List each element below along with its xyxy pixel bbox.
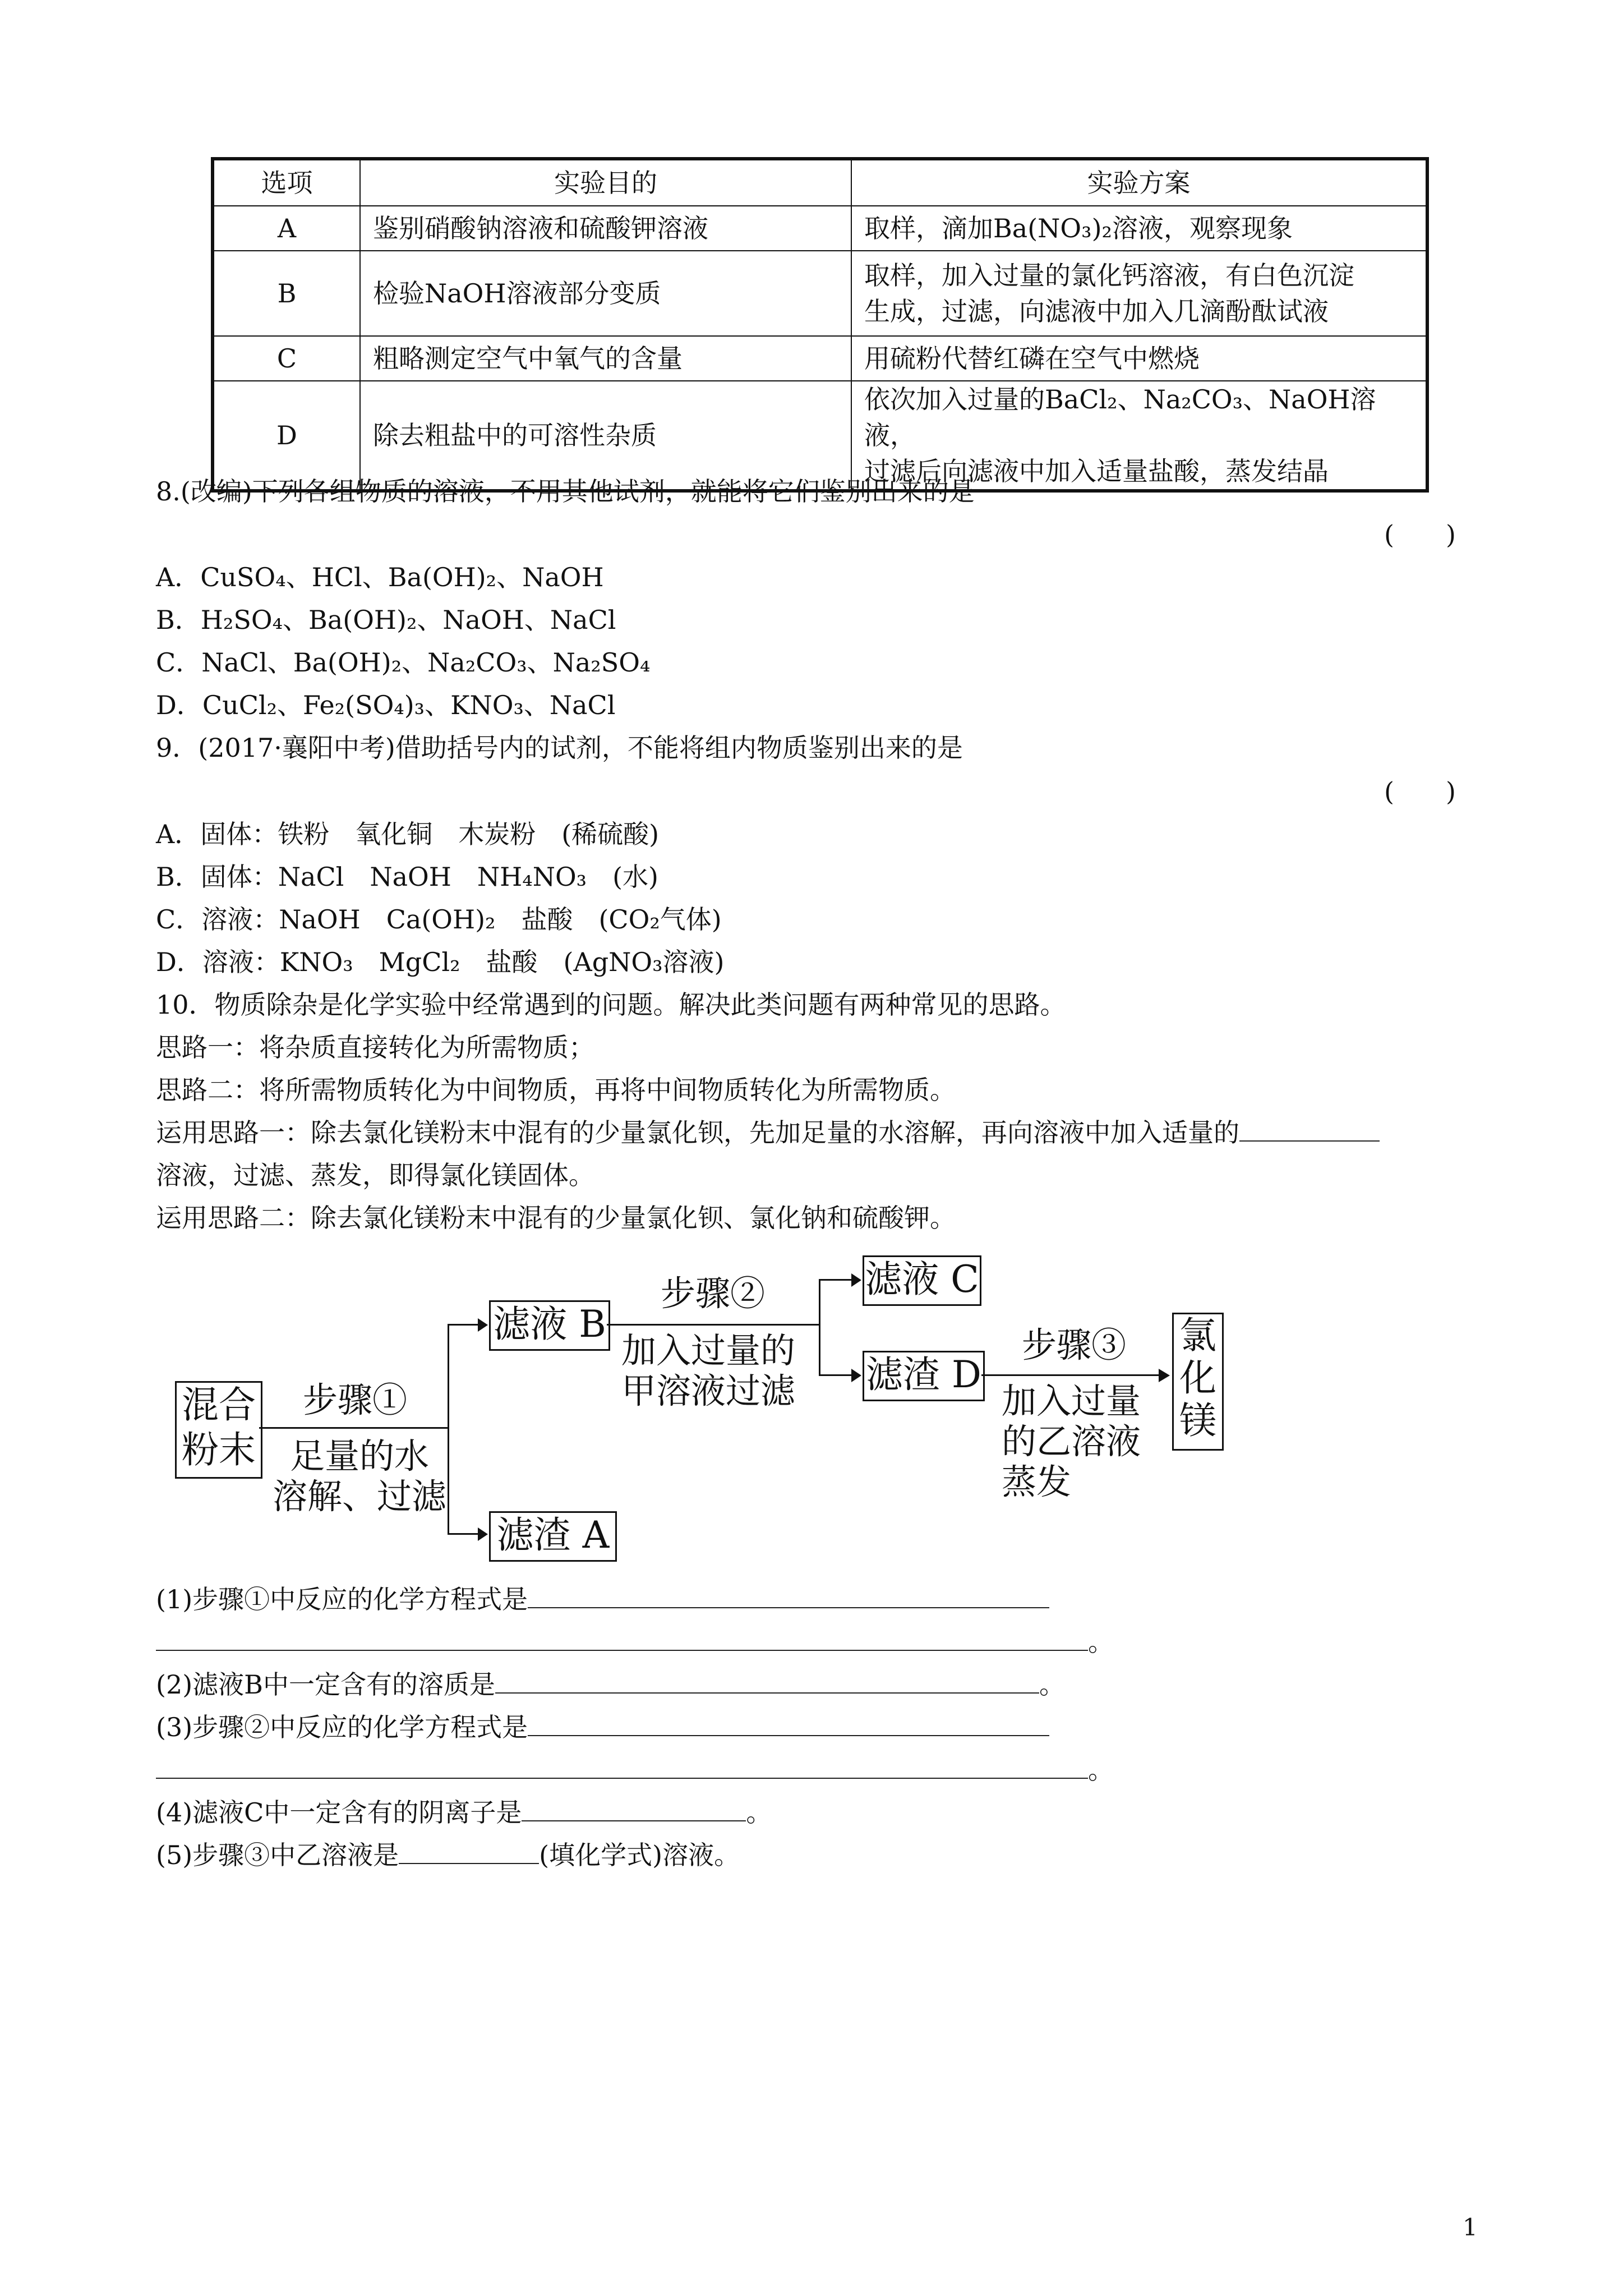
flow-arrow [819,1279,855,1281]
q9-stem: 9．(2017·襄阳中考)借助括号内的试剂，不能将组内物质鉴别出来的是 [156,733,963,763]
plan-line: 依次加入过量的BaCl₂、Na₂CO₃、NaOH溶液， [864,384,1376,450]
flow-step3-label: 步骤③ [1022,1324,1127,1365]
flow-line [259,1427,448,1429]
row-goal: 除去粗盐中的可溶性杂质 [360,381,851,491]
q10-sub4 [156,1795,772,1830]
flow-cond-line: 加入过量的 [621,1330,796,1371]
answer-blank[interactable] [1239,1116,1380,1142]
options-table [211,157,1429,493]
q10-sub5-tail: (填化学式)溶液。 [539,1840,740,1870]
flow-cond-line: 甲溶液过滤 [621,1370,796,1411]
q10-idea2: 思路二：将所需物质转化为中间物质，再将中间物质转化为所需物质。 [156,1075,956,1105]
q9-option-c: C．溶液：NaOH Ca(OH)₂ 盐酸 (CO₂气体) [156,904,722,935]
flow-cond-line: 的乙溶液 [1002,1421,1141,1462]
q10-sub1 [156,1582,1049,1617]
row-option: B [213,251,360,336]
flow-line [607,1324,819,1326]
plan-line: 生成，过滤，向滤液中加入几滴酚酞试液 [864,296,1329,326]
flow-product-box [1172,1313,1224,1451]
q8-answer-paren: ( ) [1384,519,1456,550]
q10-sub2-text: (2)滤液B中一定含有的溶质是 [156,1669,495,1700]
row-plan [851,336,1427,381]
q8-option-a: A．CuSO₄、HCl、Ba(OH)₂、NaOH [156,562,604,592]
row-plan [851,206,1427,251]
flow-step2-cond [621,1331,795,1411]
q10-sub3-text: (3)步骤②中反应的化学方程式是 [156,1712,528,1742]
q8-stem: 8.(改编)下列各组物质的溶液，不用其他试剂，就能将它们鉴别出来的是 [156,476,975,507]
flow-filtrate-c-box: 滤液 C [863,1255,981,1306]
table-row [213,206,1427,251]
flow-residue-a-box: 滤渣 A [489,1511,617,1562]
row-option: D [213,381,360,491]
q8-option-c: C．NaCl、Ba(OH)₂、Na₂CO₃、Na₂SO₄ [156,647,651,678]
q8-option-d: D．CuCl₂、Fe₂(SO₄)₃、KNO₃、NaCl [156,690,616,720]
arrow-head-icon [478,1318,488,1332]
answer-blank[interactable] [156,1625,1088,1651]
flow-start-box [175,1381,262,1479]
q9-option-b: B．固体：NaCl NaOH NH₄NO₃ (水) [156,862,658,892]
flow-cond-line: 溶解、过滤 [273,1476,447,1517]
flow-product-char: 氯 [1179,1314,1216,1357]
arrow-head-icon [851,1273,861,1287]
q10-sub3-cont [156,1752,1114,1787]
flow-cond-line: 蒸发 [1002,1461,1072,1502]
flow-arrow [448,1533,481,1535]
q10-sub4-text: (4)滤液C中一定含有的阴离子是 [156,1797,522,1828]
answer-blank[interactable] [156,1753,1088,1779]
q10-sub5-text: (5)步骤③中乙溶液是 [156,1840,399,1870]
flow-step3-cond [1002,1381,1141,1502]
q10-idea1: 思路一：将杂质直接转化为所需物质； [156,1032,594,1062]
flow-arrow [448,1324,481,1326]
answer-blank[interactable] [528,1582,1049,1608]
q10-apply1 [156,1115,1380,1150]
flow-arrow [819,1374,855,1376]
row-goal: 鉴别硝酸钠溶液和硫酸钾溶液 [360,206,851,251]
q10-intro: 10．物质除杂是化学实验中经常遇到的问题。解决此类问题有两种常见的思路。 [156,990,1066,1020]
q9-option-d: D．溶液：KNO₃ MgCl₂ 盐酸 (AgNO₃溶液) [156,947,725,977]
period: 。 [1088,1755,1114,1785]
flow-residue-d-box: 滤渣 D [863,1351,985,1401]
period: 。 [1039,1669,1065,1700]
table-row [213,336,1427,381]
flow-step1-label: 步骤① [303,1379,408,1420]
plan-line: 过滤后向滤液中加入适量盐酸，蒸发结晶 [864,456,1329,486]
row-plan [851,251,1427,336]
flow-start-line: 粉末 [182,1428,256,1471]
answer-blank[interactable] [528,1710,1049,1736]
q9-answer-paren: ( ) [1384,776,1456,807]
flow-filtrate-b-box: 滤液 B [489,1300,610,1351]
table-header-row [213,159,1427,206]
row-option: A [213,206,360,251]
q10-sub1-text: (1)步骤①中反应的化学方程式是 [156,1584,528,1614]
flow-product-char: 化 [1179,1356,1216,1400]
q8-option-b: B．H₂SO₄、Ba(OH)₂、NaOH、NaCl [156,605,616,635]
flow-start-line: 混合 [182,1383,256,1427]
row-option: C [213,336,360,381]
plan-line: 用硫粉代替红磷在空气中燃烧 [864,343,1200,374]
answer-blank[interactable] [522,1796,746,1821]
arrow-head-icon [1159,1369,1170,1382]
period: 。 [746,1797,772,1828]
flow-step2-label: 步骤② [661,1273,766,1314]
flow-cond-line: 足量的水 [290,1435,430,1476]
arrow-head-icon [478,1527,488,1541]
flow-arrow [981,1374,1161,1376]
arrow-head-icon [851,1369,861,1382]
row-goal: 粗略测定空气中氧气的含量 [360,336,851,381]
flow-cond-line: 加入过量 [1002,1381,1141,1421]
q10-sub5 [156,1838,740,1872]
plan-line: 取样，加入过量的氯化钙溶液，有白色沉淀 [864,260,1354,291]
q10-apply1-cont: 溶液，过滤、蒸发，即得氯化镁固体。 [156,1160,594,1190]
answer-blank[interactable] [495,1668,1039,1694]
row-goal: 检验NaOH溶液部分变质 [360,251,851,336]
header-goal: 实验目的 [360,159,851,206]
header-plan: 实验方案 [851,159,1427,206]
plan-line: 取样，滴加Ba(NO₃)₂溶液，观察现象 [864,213,1293,243]
page-number: 1 [1463,2214,1478,2241]
flow-step1-cond [273,1436,446,1517]
flow-line [448,1324,449,1534]
q10-sub2 [156,1667,1065,1702]
q10-apply1-text: 运用思路一：除去氯化镁粉末中混有的少量氯化钡，先加足量的水溶解，再向溶液中加入适量的 [156,1117,1239,1148]
q10-sub1-cont [156,1625,1114,1659]
period: 。 [1088,1627,1114,1657]
table-row [213,251,1427,336]
header-option: 选项 [213,159,360,206]
q10-sub3 [156,1710,1049,1745]
answer-blank[interactable] [399,1838,539,1864]
flow-product-char: 镁 [1179,1399,1216,1442]
q10-apply2: 运用思路二：除去氯化镁粉末中混有的少量氯化钡、氯化钠和硫酸钾。 [156,1203,956,1233]
q9-option-a: A．固体：铁粉 氧化铜 木炭粉 (稀硫酸) [156,819,660,849]
flow-line [819,1279,820,1375]
